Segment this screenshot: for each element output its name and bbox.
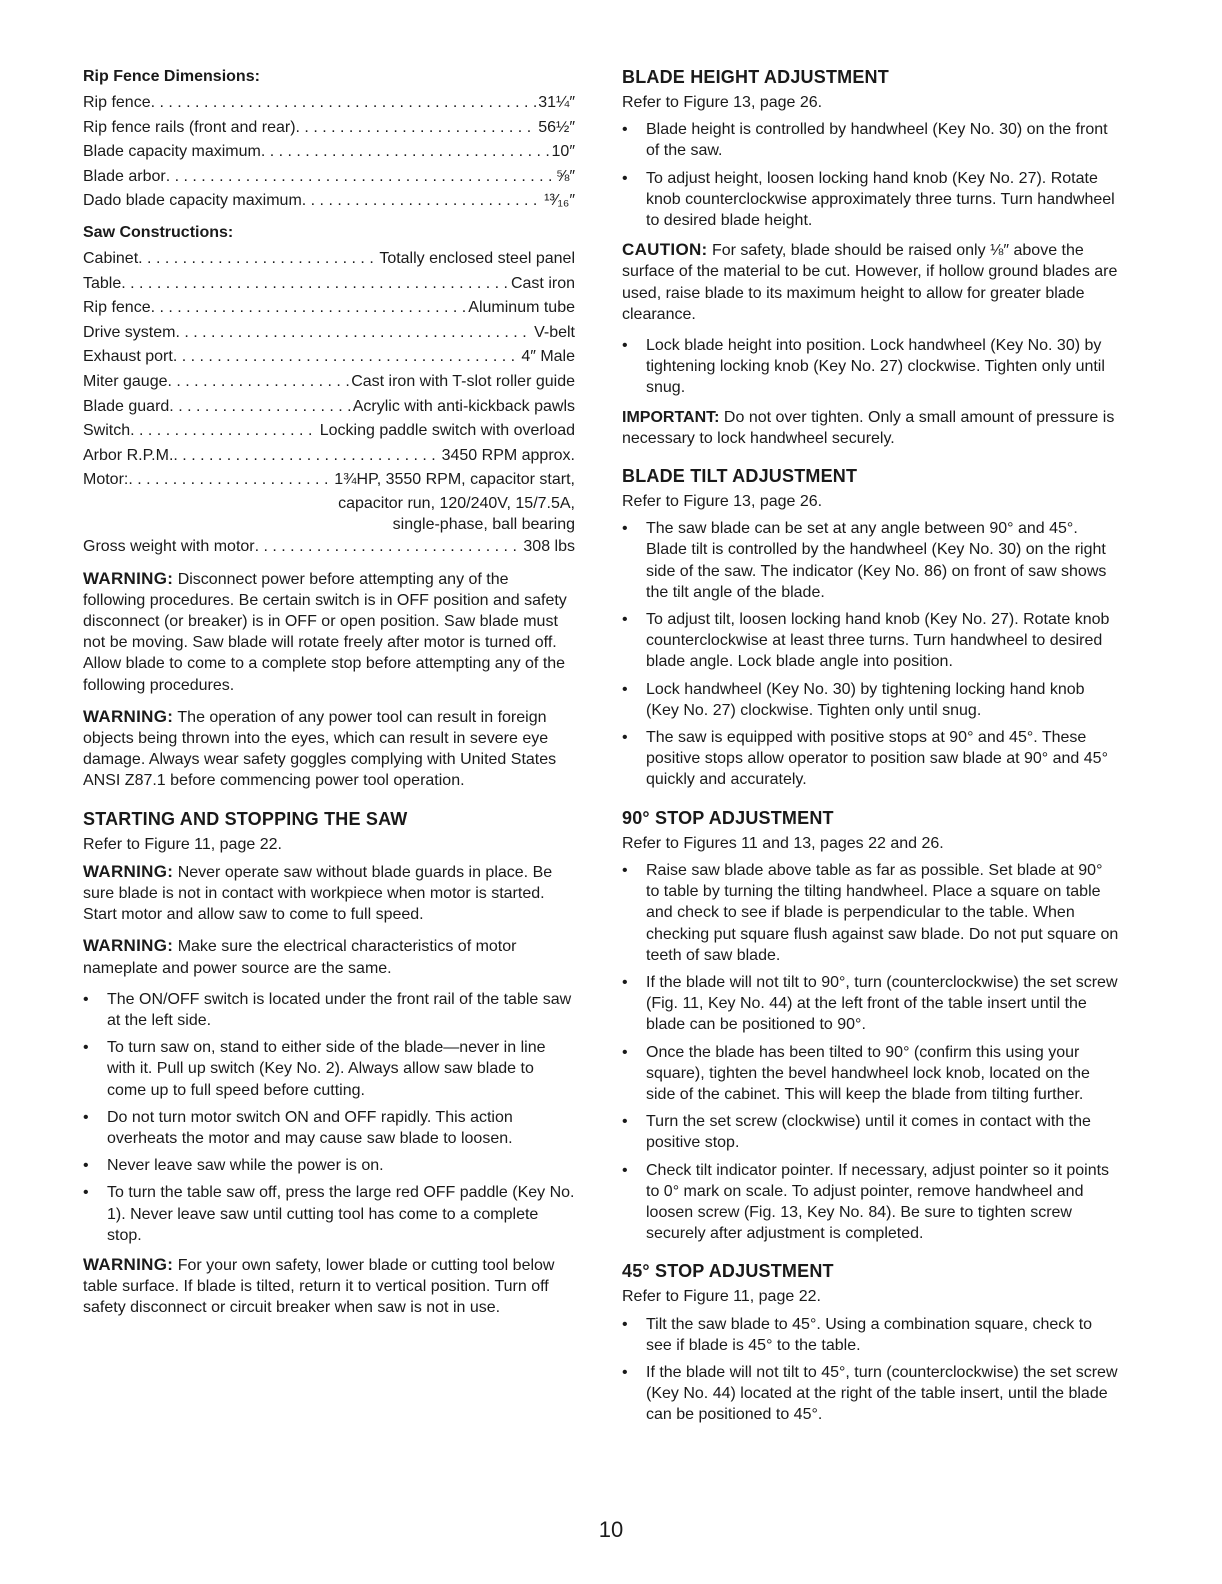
starting-stopping-list [83, 989, 575, 1246]
section-title-45-stop: 45° STOP ADJUSTMENT [622, 1261, 834, 1282]
list-item: • To adjust tilt, loosen locking hand knob (Key No. 27). Rotate knob counterclockwise at least three turns. Turn handwheel to desired blade angle. Lock blade angle into position. [622, 609, 1119, 673]
section-title-blade-tilt: BLADE TILT ADJUSTMENT [622, 466, 858, 487]
warning-eye-protection: WARNING: The operation of any power tool can result in foreign objects being thrown into the eyes, which can result in severe eye damage. Always wear safety goggles complying with United States ANSI Z87.1 before commencing power tool operation. [83, 706, 557, 790]
rip-fence-dimensions-heading: Rip Fence Dimensions: [83, 68, 260, 85]
right-column [622, 66, 1119, 1434]
list-item: • Tilt the saw blade to 45°. Using a combination square, check to see if blade is 45° to the table. [622, 1314, 1119, 1356]
spec-row: Switch . . . Locking paddle switch with overload [83, 419, 575, 444]
spec-row: Rip fence rails (front and rear) . . . 56½″ [83, 116, 575, 141]
list-item: • Lock blade height into position. Lock handwheel (Key No. 30) by tightening locking knob (Key No. 27) clockwise. Tighten only until snug. [622, 335, 1119, 399]
spec-row: Exhaust port . . . 4″ Male [83, 345, 575, 370]
figure-reference: Refer to Figures 11 and 13, pages 22 and 26. [622, 834, 944, 852]
spec-row-gross-weight: Gross weight with motor . . . 308 lbs [83, 535, 575, 560]
list-item: • To adjust height, loosen locking hand knob (Key No. 27). Rotate knob counterclockwise approximately three turns. Turn handwheel to desired blade height. [622, 168, 1119, 232]
motor-continuation: capacitor run, 120/240V, 15/7.5A, [338, 494, 575, 512]
blade-height-list [622, 119, 1119, 231]
list-item: • Do not turn motor switch ON and OFF rapidly. This action overheats the motor and may cause saw blade to loosen. [83, 1107, 575, 1149]
section-title-blade-height: BLADE HEIGHT ADJUSTMENT [622, 67, 889, 87]
list-item: • Turn the set screw (clockwise) until it comes in contact with the positive stop. [622, 1111, 1119, 1153]
section-title-starting-stopping: STARTING AND STOPPING THE SAW [83, 808, 408, 829]
list-item: • Never leave saw while the power is on. [83, 1155, 575, 1176]
list-item: • The ON/OFF switch is located under the front rail of the table saw at the left side. [83, 989, 575, 1031]
spec-row: Rip fence . . . 31¼″ [83, 91, 575, 116]
spec-row: Rip fence . . . Aluminum tube [83, 296, 575, 321]
list-item: • The saw is equipped with positive stops at 90° and 45°. These positive stops allow operator to position saw blade at 90° and 45° quickly and accurately. [622, 727, 1119, 791]
saw-constructions [83, 222, 575, 560]
stop-90-list [622, 860, 1119, 1244]
list-item: • If the blade will not tilt to 90°, turn (counterclockwise) the set screw (Fig. 11, Key No. 44) at the left front of the table insert until the blade can be positioned to 90°. [622, 972, 1119, 1036]
motor-continuation: single-phase, ball bearing [392, 515, 575, 533]
list-item: • To turn the table saw off, press the large red OFF paddle (Key No. 1). Never leave saw until cutting tool has come to a complete stop. [83, 1182, 575, 1246]
important-over-tighten: IMPORTANT: Do not over tighten. Only a small amount of pressure is necessary to lock handwheel securely. [622, 408, 1115, 447]
figure-reference: Refer to Figure 13, page 26. [622, 493, 823, 511]
spec-row: Miter gauge . . . Cast iron with T-slot roller guide [83, 370, 575, 395]
blade-height-lock-list [622, 335, 1119, 399]
warning-disconnect-power: WARNING: Disconnect power before attempting any of the following procedures. Be certain switch is in OFF position and safety disconnect (or breaker) is in OFF or open position. Saw blade must not be moving. Saw blade will rotate freely after motor is turned off. Allow blade to come to a complete stop before attempting any of the following procedures. [83, 568, 567, 694]
warning-blade-guards: WARNING: Never operate saw without blade guards in place. Be sure blade is not in contact with workpiece when motor is started. Start motor and allow saw to come to full speed. [83, 861, 553, 924]
list-item: • Lock handwheel (Key No. 30) by tightening locking hand knob (Key No. 27) clockwise. Tighten only until snug. [622, 679, 1119, 721]
figure-reference: Refer to Figure 13, page 26. [622, 94, 823, 111]
spec-row: Cabinet . . . Totally enclosed steel panel [83, 247, 575, 272]
left-column [83, 66, 575, 1329]
list-item: • Raise saw blade above table as far as possible. Set blade at 90° to table by turning the tilting handwheel. Place a square on table and check to see if blade is perpendicular to the table. When checking put square flush against saw blade. Do not put square on teeth of saw blade. [622, 860, 1119, 966]
spec-row: Drive system . . . V-belt [83, 321, 575, 346]
warning-electrical: WARNING: Make sure the electrical characteristics of motor nameplate and power source are the same. [83, 936, 517, 977]
spec-row: Arbor R.P.M. . . . 3450 RPM approx. [83, 444, 575, 469]
section-title-90-stop: 90° STOP ADJUSTMENT [622, 807, 834, 828]
spec-row: Dado blade capacity maximum . . . ¹³⁄₁₆″ [83, 189, 575, 214]
page-number: 10 [598, 1517, 624, 1542]
list-item: • Once the blade has been tilted to 90° (confirm this using your square), tighten the bevel handwheel lock knob, located on the side of the cabinet. This will keep the blade from tilting further. [622, 1042, 1119, 1106]
figure-reference: Refer to Figure 11, page 22. [622, 1288, 821, 1306]
spec-row-motor: Motor: . . . 1¾HP, 3550 RPM, capacitor start, [83, 468, 575, 493]
list-item: • If the blade will not tilt to 45°, turn (counterclockwise) the set screw (Key No. 44) located at the right of the table insert, until the blade can be positioned to 45°. [622, 1362, 1119, 1426]
spec-row: Blade capacity maximum . . . 10″ [83, 140, 575, 165]
stop-45-list [622, 1314, 1119, 1426]
spec-row: Blade guard . . . Acrylic with anti-kickback pawls [83, 395, 575, 420]
blade-tilt-list [622, 518, 1119, 790]
spec-row: Table . . . Cast iron [83, 272, 575, 297]
list-item: • The saw blade can be set at any angle between 90° and 45°. Blade tilt is controlled by the handwheel (Key No. 30) on the right side of the saw. The indicator (Key No. 86) on front of saw shows the tilt angle of the blade. [622, 518, 1119, 603]
list-item: • Blade height is controlled by handwheel (Key No. 30) on the front of the saw. [622, 119, 1119, 161]
list-item: • Check tilt indicator pointer. If necessary, adjust pointer so it points to 0° mark on scale. To adjust pointer, remove handwheel and loosen screw (Fig. 13, Key No. 84). Be sure to tighten screw securely after adjustment is completed. [622, 1160, 1119, 1245]
saw-constructions-heading: Saw Constructions: [83, 223, 234, 241]
figure-reference: Refer to Figure 11, page 22. [83, 835, 282, 853]
list-item: • To turn saw on, stand to either side of the blade—never in line with it. Pull up switch (Key No. 2). Always allow saw blade to come up to full speed before cutting. [83, 1037, 575, 1101]
caution-blade-height: CAUTION: For safety, blade should be raised only ⅛″ above the surface of the material to be cut. However, if hollow ground blades are used, raise blade to its maximum height to allow for greater blade clearance. [622, 240, 1118, 323]
spec-row: Blade arbor . . . ⅝″ [83, 165, 575, 190]
warning-lower-blade: WARNING: For your own safety, lower blade or cutting tool below table surface. If blade is tilted, return it to vertical position. Turn off safety disconnect or circuit breaker when saw is not in use. [83, 1254, 555, 1317]
rip-fence-dimensions [83, 66, 575, 214]
